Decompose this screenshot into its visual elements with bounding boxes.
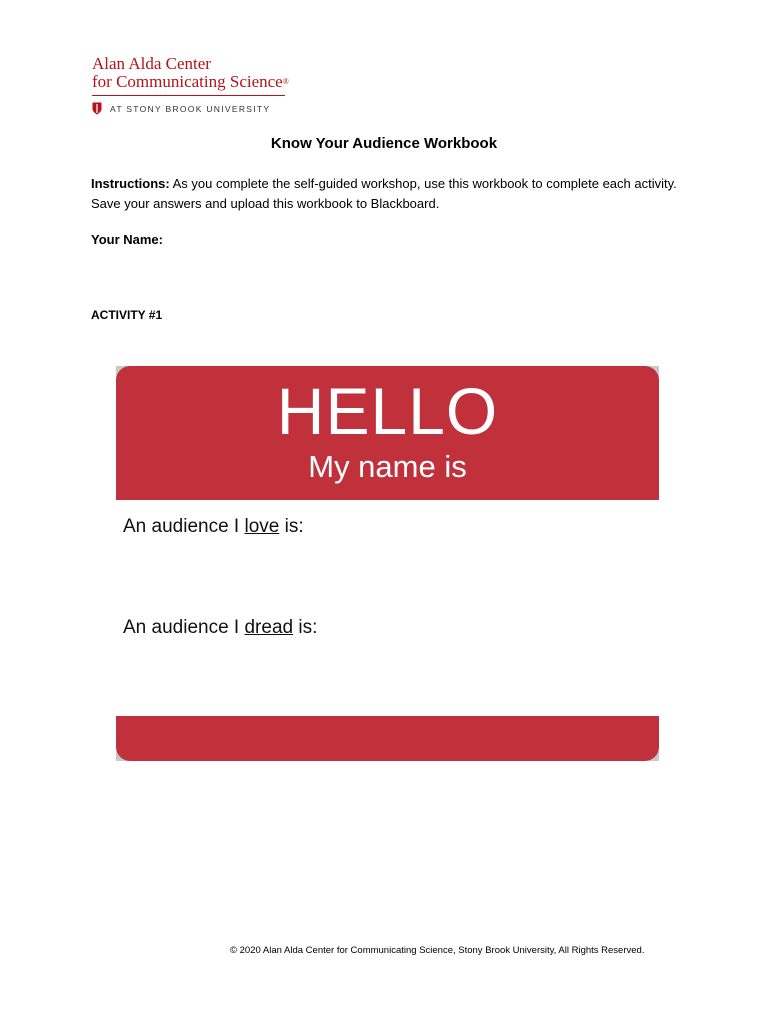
logo-subtitle <box>92 102 289 115</box>
love-prompt <box>123 516 304 538</box>
name-tag-image <box>116 366 659 761</box>
name-tag-header <box>116 366 659 500</box>
your-name-label: Your Name: <box>91 232 163 247</box>
registered-mark: ® <box>282 77 289 86</box>
hello-text: HELLO <box>276 374 499 448</box>
logo-divider <box>92 95 285 96</box>
name-tag-footer-band <box>116 716 659 761</box>
copyright-footer: © 2020 Alan Alda Center for Communicating Science, Stony Brook University, All Rights Reserved. <box>230 945 645 956</box>
center-logo <box>92 55 289 115</box>
logo-title-line2-text: for Communicating Science <box>92 72 283 91</box>
love-word: love <box>244 516 280 537</box>
my-name-is-text: My name is <box>308 449 467 484</box>
dread-prompt <box>123 617 317 639</box>
love-suffix: is: <box>279 516 304 537</box>
shield-icon <box>92 102 102 115</box>
dread-word: dread <box>244 617 294 638</box>
dread-prefix: An audience I <box>123 617 245 638</box>
dread-suffix: is: <box>293 617 318 638</box>
logo-title-line1: Alan Alda Center <box>92 54 211 73</box>
instructions-text: As you complete the self-guided workshop, use this workbook to complete each activity. Save your answers and upload this workbook to Blackboard. <box>91 176 677 211</box>
logo-title-line2 <box>92 73 289 91</box>
instructions-label: Instructions: <box>91 176 170 191</box>
page-title: Know Your Audience Workbook <box>270 135 498 152</box>
name-tag <box>116 366 659 761</box>
activity-heading: ACTIVITY #1 <box>91 308 163 322</box>
instructions <box>91 174 681 214</box>
love-prefix: An audience I <box>123 516 245 537</box>
logo-university-text: AT STONY BROOK UNIVERSITY <box>110 103 271 114</box>
